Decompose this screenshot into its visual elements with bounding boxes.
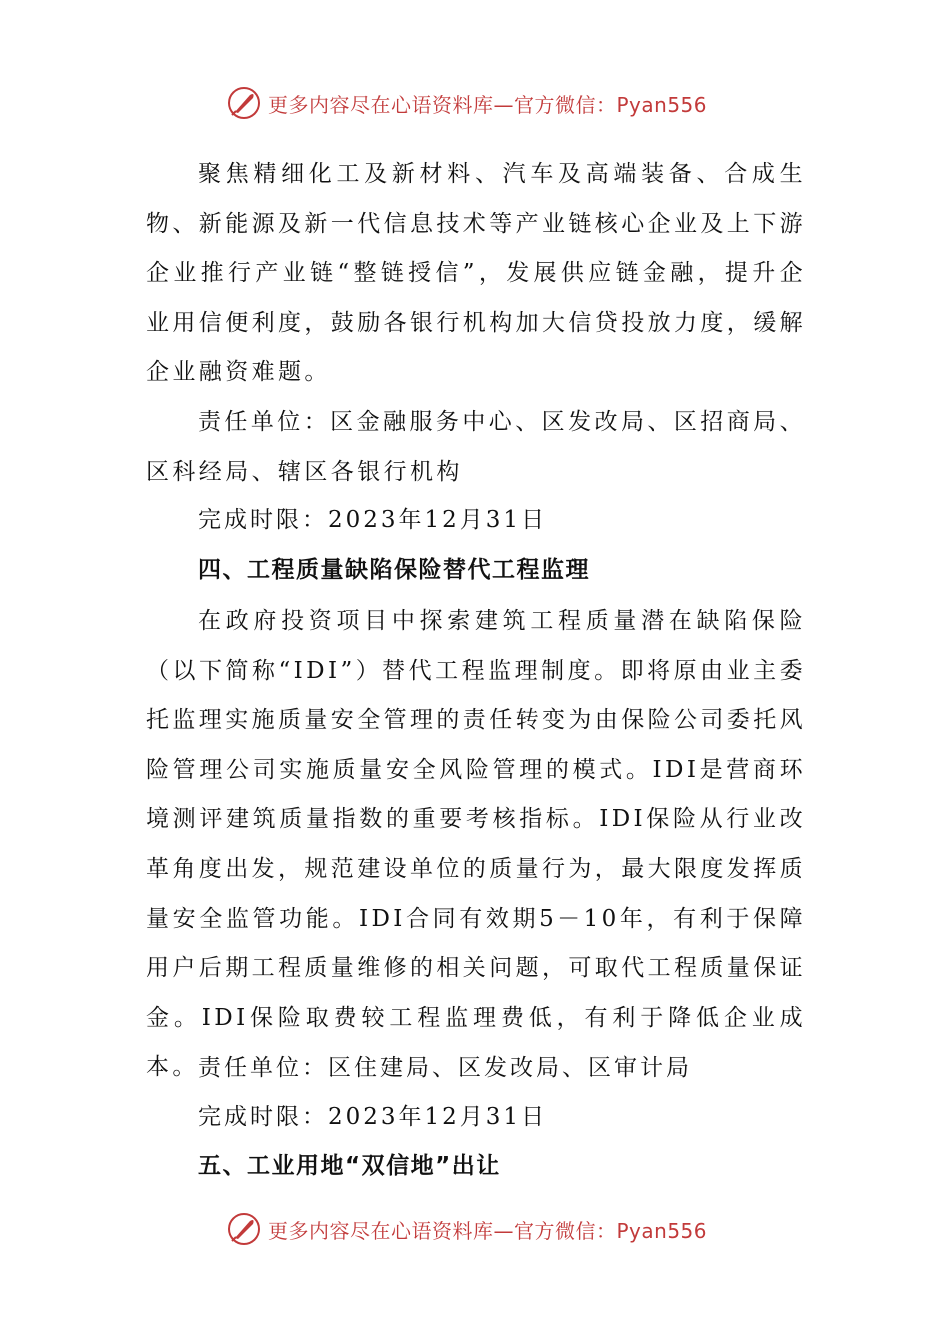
paragraph-supply-chain-finance: 聚焦精细化工及新材料、汽车及高端装备、合成生物、新能源及新一代信息技术等产业链核心企业及上下游企业推行产业链“整链授信”，发展供应链金融，提升企业用信便利度，鼓励各银行机构加大信贷投放力度，缓解企业融资难题。	[146, 161, 806, 386]
paragraph-idi-insurance: 在政府投资项目中探索建筑工程质量潜在缺陷保险（以下简称“IDI”）替代工程监理制度。即将原由业主委托监理实施质量安全管理的责任转变为由保险公司委托风险管理公司实施质量安全风险管理的模式。IDI是营商环境测评建筑质量指数的重要考核指标。IDI保险从行业改革角度出发，规范建设单位的质量行为，最大限度发挥质量安全监管功能。IDI合同有效期5－10年，有利于保障用户后期工程质量维修的相关问题，可取代工程质量保证金。IDI保险取费较工程监理费低，有利于降低企业成本。	[146, 608, 806, 1081]
deadline-2: 完成时限：2023年12月31日	[198, 1104, 548, 1130]
quill-pen-circle-icon	[226, 1211, 262, 1247]
deadline-1: 完成时限：2023年12月31日	[198, 507, 548, 533]
watermark-footer	[226, 1210, 707, 1248]
section-heading-5: 五、工业用地“双信地”出让	[198, 1153, 501, 1179]
quill-pen-circle-icon	[226, 85, 262, 121]
section-heading-4: 四、工程质量缺陷保险替代工程监理	[198, 557, 590, 583]
watermark-text: 更多内容尽在心语资料库—官方微信：Pyan556	[268, 1218, 708, 1243]
watermark-header	[226, 84, 707, 122]
responsible-units-2: 责任单位：区住建局、区发改局、区审计局	[198, 1055, 692, 1081]
watermark-text: 更多内容尽在心语资料库—官方微信：Pyan556	[268, 92, 708, 117]
responsible-units-1: 责任单位：区金融服务中心、区发改局、区招商局、区科经局、辖区各银行机构	[146, 409, 806, 485]
